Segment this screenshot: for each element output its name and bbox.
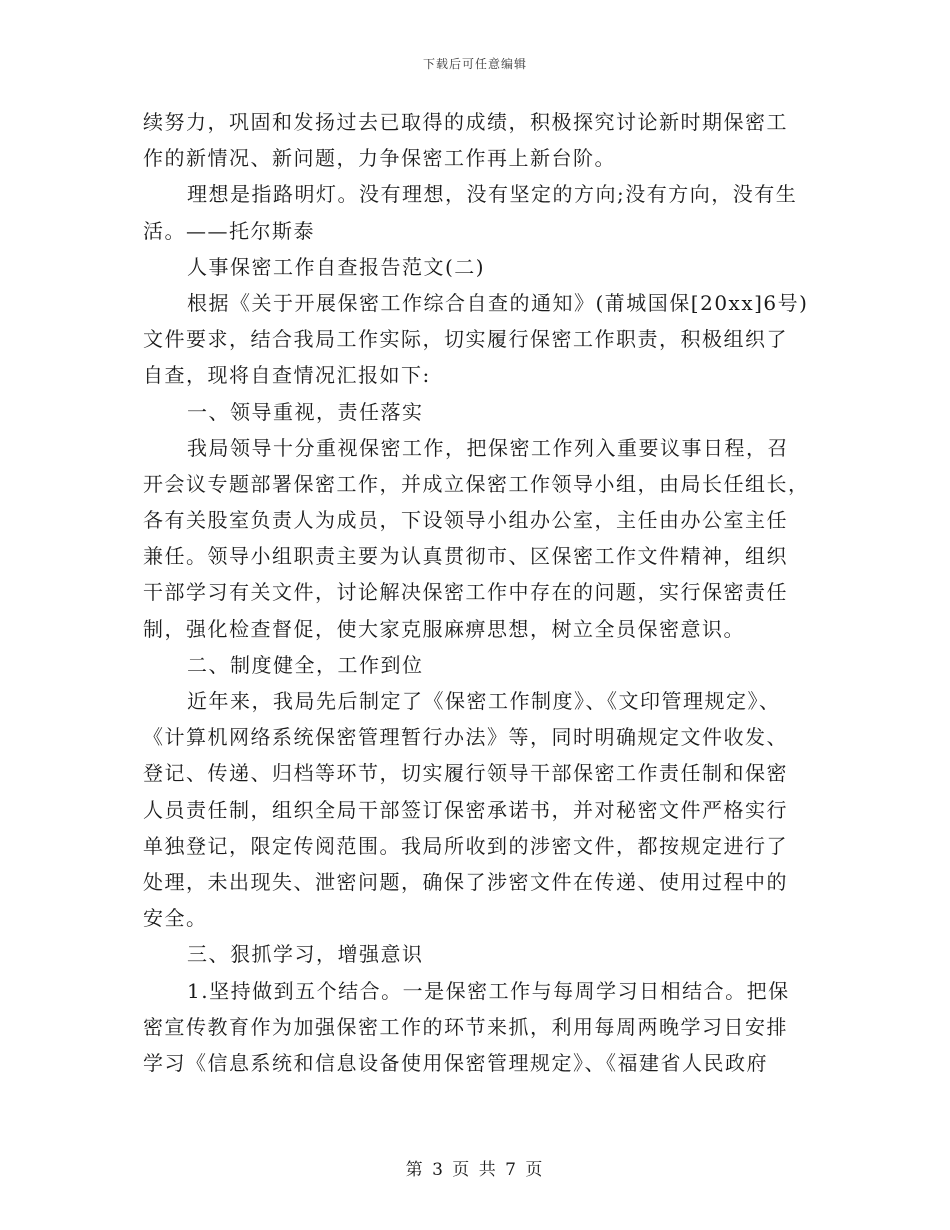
quote-line: 活。——托尔斯泰 [143,218,315,243]
text-line: 根据《关于开展保密工作综合自查的通知》(莆城国保[20xx]6号) [187,290,809,315]
section-heading: 三、狠抓学习，增强意识 [187,942,424,967]
section-heading: 一、领导重视，责任落实 [187,399,424,424]
text-line: 兼任。领导小组职责主要为认真贯彻市、区保密工作文件精神，组织 [143,544,788,569]
text-line: 制，强化检查督促，使大家克服麻痹思想，树立全员保密意识。 [143,616,745,641]
quote-line: 理想是指路明灯。没有理想，没有坚定的方向;没有方向，没有生 [187,182,798,207]
section-title: 人事保密工作自查报告范文(二) [187,254,486,279]
text-line: 学习《信息系统和信息设备使用保密管理规定》、《福建省人民政府 [143,1050,768,1075]
text-line: 开会议专题部署保密工作，并成立保密工作领导小组，由局长任组长， [143,471,810,496]
document-body [143,104,811,1081]
page-header: 下载后可任意编辑 [422,57,527,71]
text-line: 我局领导十分重视保密工作，把保密工作列入重要议事日程，召 [187,435,789,460]
text-line: 《计算机网络系统保密管理暂行办法》等，同时明确规定文件收发、 [143,725,788,750]
text-line: 登记、传递、归档等环节，切实履行领导干部保密工作责任制和保密 [143,761,788,786]
text-line: 各有关股室负责人为成员，下设领导小组办公室，主任由办公室主任 [143,508,788,533]
text-line: 文件要求，结合我局工作实际，切实履行保密工作职责，积极组织了 [143,327,788,352]
text-line: 干部学习有关文件，讨论解决保密工作中存在的问题，实行保密责任 [143,580,788,605]
text-line: 人员责任制，组织全局干部签订保密承诺书，并对秘密文件严格实行 [143,797,788,822]
text-line: 单独登记，限定传阅范围。我局所收到的涉密文件，都按规定进行了 [143,833,788,858]
text-line: 1.坚持做到五个结合。一是保密工作与每周学习日相结合。把保 [187,978,790,1003]
text-line: 近年来，我局先后制定了《保密工作制度》、《文印管理规定》、 [187,689,781,713]
text-line: 密宣传教育作为加强保密工作的环节来抓，利用每周两晚学习日安排 [143,1014,788,1039]
text-line: 处理，未出现失、泄密问题，确保了涉密文件在传递、使用过程中的 [143,869,788,894]
text-line: 安全。 [143,906,208,931]
section-heading: 二、制度健全，工作到位 [187,652,424,677]
page-footer: 第 3 页 共 7 页 [405,1160,545,1180]
text-line: 作的新情况、新问题，力争保密工作再上新台阶。 [143,146,616,171]
text-line: 自查，现将自查情况汇报如下: [143,363,431,388]
text-line: 续努力，巩固和发扬过去已取得的成绩，积极探究讨论新时期保密工 [143,110,788,134]
